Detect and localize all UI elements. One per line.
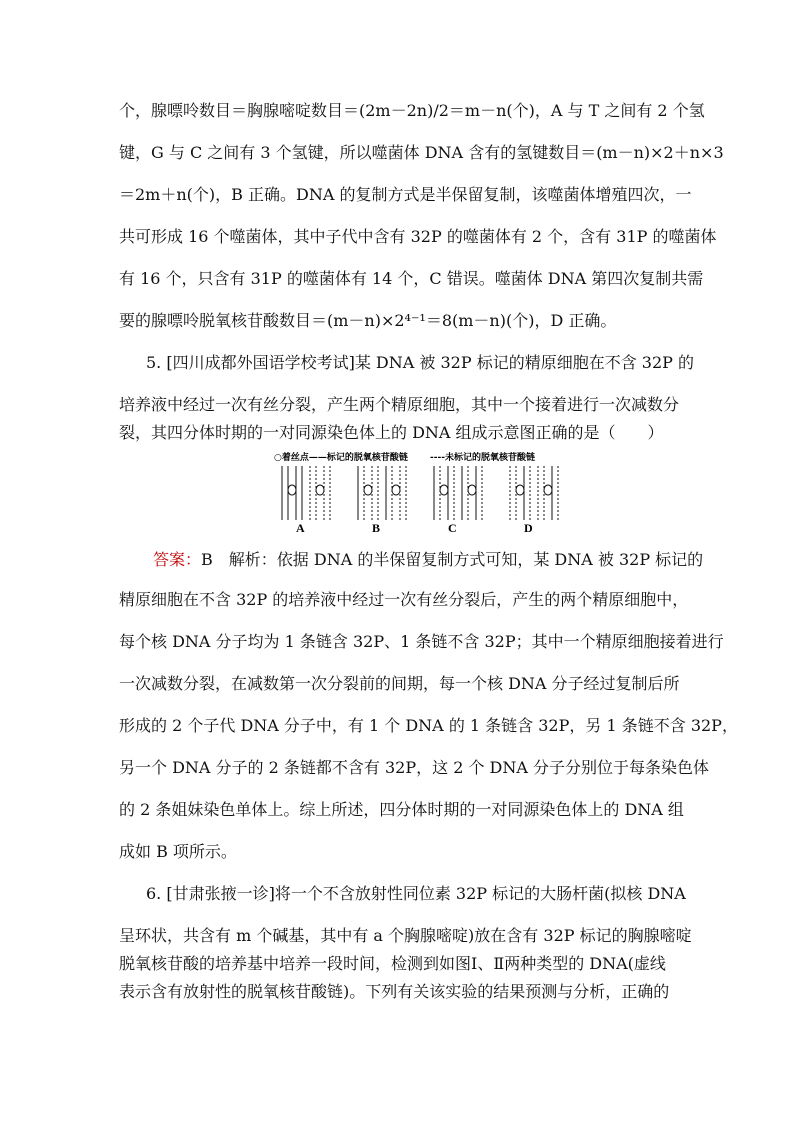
line-text: 脱氧核苷酸的培养基中培养一段时间，检测到如图Ⅰ、Ⅱ两种类型的 DNA(虚线 xyxy=(119,954,666,973)
centromere xyxy=(364,485,372,495)
option-label-b: B xyxy=(372,521,381,535)
answer-label: 答案： xyxy=(153,550,202,569)
centromere xyxy=(288,485,296,495)
centromere xyxy=(468,485,476,495)
text-line xyxy=(119,143,724,163)
line-text: 的 2 条姐妹染色单体上。综上所述，四分体时期的一对同源染色体上的 DNA 组 xyxy=(119,800,684,819)
centromere xyxy=(316,485,324,495)
line-text: 5. [四川成都外国语学校考试]某 DNA 被 32P 标记的精原细胞在不含 32P 的 xyxy=(146,353,694,372)
text-line xyxy=(119,269,704,289)
text-line xyxy=(119,674,679,694)
line-text: 6. [甘肃张掖一诊]将一个不含放射性同位素 32P 标记的大肠杆菌(拟核 DNA xyxy=(146,884,686,903)
text-line xyxy=(119,926,692,946)
text-line xyxy=(119,185,692,205)
text-line xyxy=(119,311,679,331)
line-text: 键，G 与 C 之间有 3 个氢键，所以噬菌体 DNA 含有的氢键数目＝(m－n)×2＋n×3 xyxy=(119,143,724,162)
centromere xyxy=(516,485,524,495)
line-text: 成如 B 项所示。 xyxy=(119,842,237,861)
text-line xyxy=(119,954,679,974)
option-label-d: D xyxy=(524,521,533,535)
text-line xyxy=(119,632,724,652)
line-text: 每个核 DNA 分子均为 1 条链含 32P、1 条链不含 32P；其中一个精原细胞接着进行 xyxy=(119,632,724,651)
centromere xyxy=(440,485,448,495)
line-text: 有 16 个，只含有 31P 的噬菌体有 14 个，C 错误。噬菌体 DNA 第四次复制共需 xyxy=(119,269,704,288)
text-line xyxy=(119,101,705,121)
text-line xyxy=(119,423,679,443)
line-text: 表示含有放射性的脱氧核苷酸链)。下列有关该实验的结果预测与分析，正确的 xyxy=(119,982,670,1001)
text-line xyxy=(119,758,710,778)
legend-labeled: ○着丝点——标记的脱氧核苷酸链 xyxy=(274,453,408,463)
text-line xyxy=(119,982,679,1002)
line-text: 一次减数分裂，在减数第一次分裂前的间期，每一个核 DNA 分子经过复制后所 xyxy=(119,674,680,693)
text-line xyxy=(119,842,679,862)
line-text: 形成的 2 个子代 DNA 分子中，有 1 个 DNA 的 1 条链含 32P，另 1 条链不含 32P， xyxy=(119,716,738,735)
line-text: 裂，其四分体时期的一对同源染色体上的 DNA 组成示意图正确的是（ ） xyxy=(119,423,664,442)
line-text: 要的腺嘌呤脱氧核苷酸数目＝(m－n)×2⁴⁻¹＝8(m－n)(个)，D 正确。 xyxy=(119,311,617,330)
line-text: 另一个 DNA 分子的 2 条链都不含有 32P，这 2 个 DNA 分子分别位于每条染色体 xyxy=(119,758,710,777)
text-line xyxy=(153,550,713,570)
line-text: ＝2m＋n(个)，B 正确。DNA 的复制方式是半保留复制，该噬菌体增殖四次，一 xyxy=(119,185,692,204)
text-line xyxy=(119,590,689,610)
text-line xyxy=(119,227,717,247)
line-text: 共可形成 16 个噬菌体，其中子代中含有 32P 的噬菌体有 2 个，含有 31P 的噬菌体 xyxy=(119,227,717,246)
option-label-c: C xyxy=(448,521,457,535)
dna-diagram xyxy=(272,452,572,538)
option-label-a: A xyxy=(296,521,305,535)
centromere xyxy=(544,485,552,495)
line-text: 呈环状，共含有 m 个碱基，其中有 a 个胸腺嘧啶)放在含有 32P 标记的胸腺嘧啶 xyxy=(119,926,692,945)
centromere xyxy=(392,485,400,495)
line-text: 精原细胞在不含 32P 的培养液中经过一次有丝分裂后，产生的两个精原细胞中， xyxy=(119,590,689,609)
text-line xyxy=(119,716,738,736)
line-text: 个，腺嘌呤数目＝胸腺嘧啶数目＝(2m－2n)/2＝m－n(个)，A 与 T 之间有 2 个氢 xyxy=(119,101,705,120)
legend-unlabeled: ----未标记的脱氧核苷酸链 xyxy=(430,453,535,463)
line-text: 培养液中经过一次有丝分裂，产生两个精原细胞，其中一个接着进行一次减数分 xyxy=(119,395,680,414)
text-line xyxy=(146,353,706,373)
line-text: B 解析：依据 DNA 的半保留复制方式可知，某 DNA 被 32P 标记的 xyxy=(201,550,704,569)
text-line xyxy=(119,800,684,820)
text-line xyxy=(119,395,679,415)
text-line xyxy=(146,884,706,904)
